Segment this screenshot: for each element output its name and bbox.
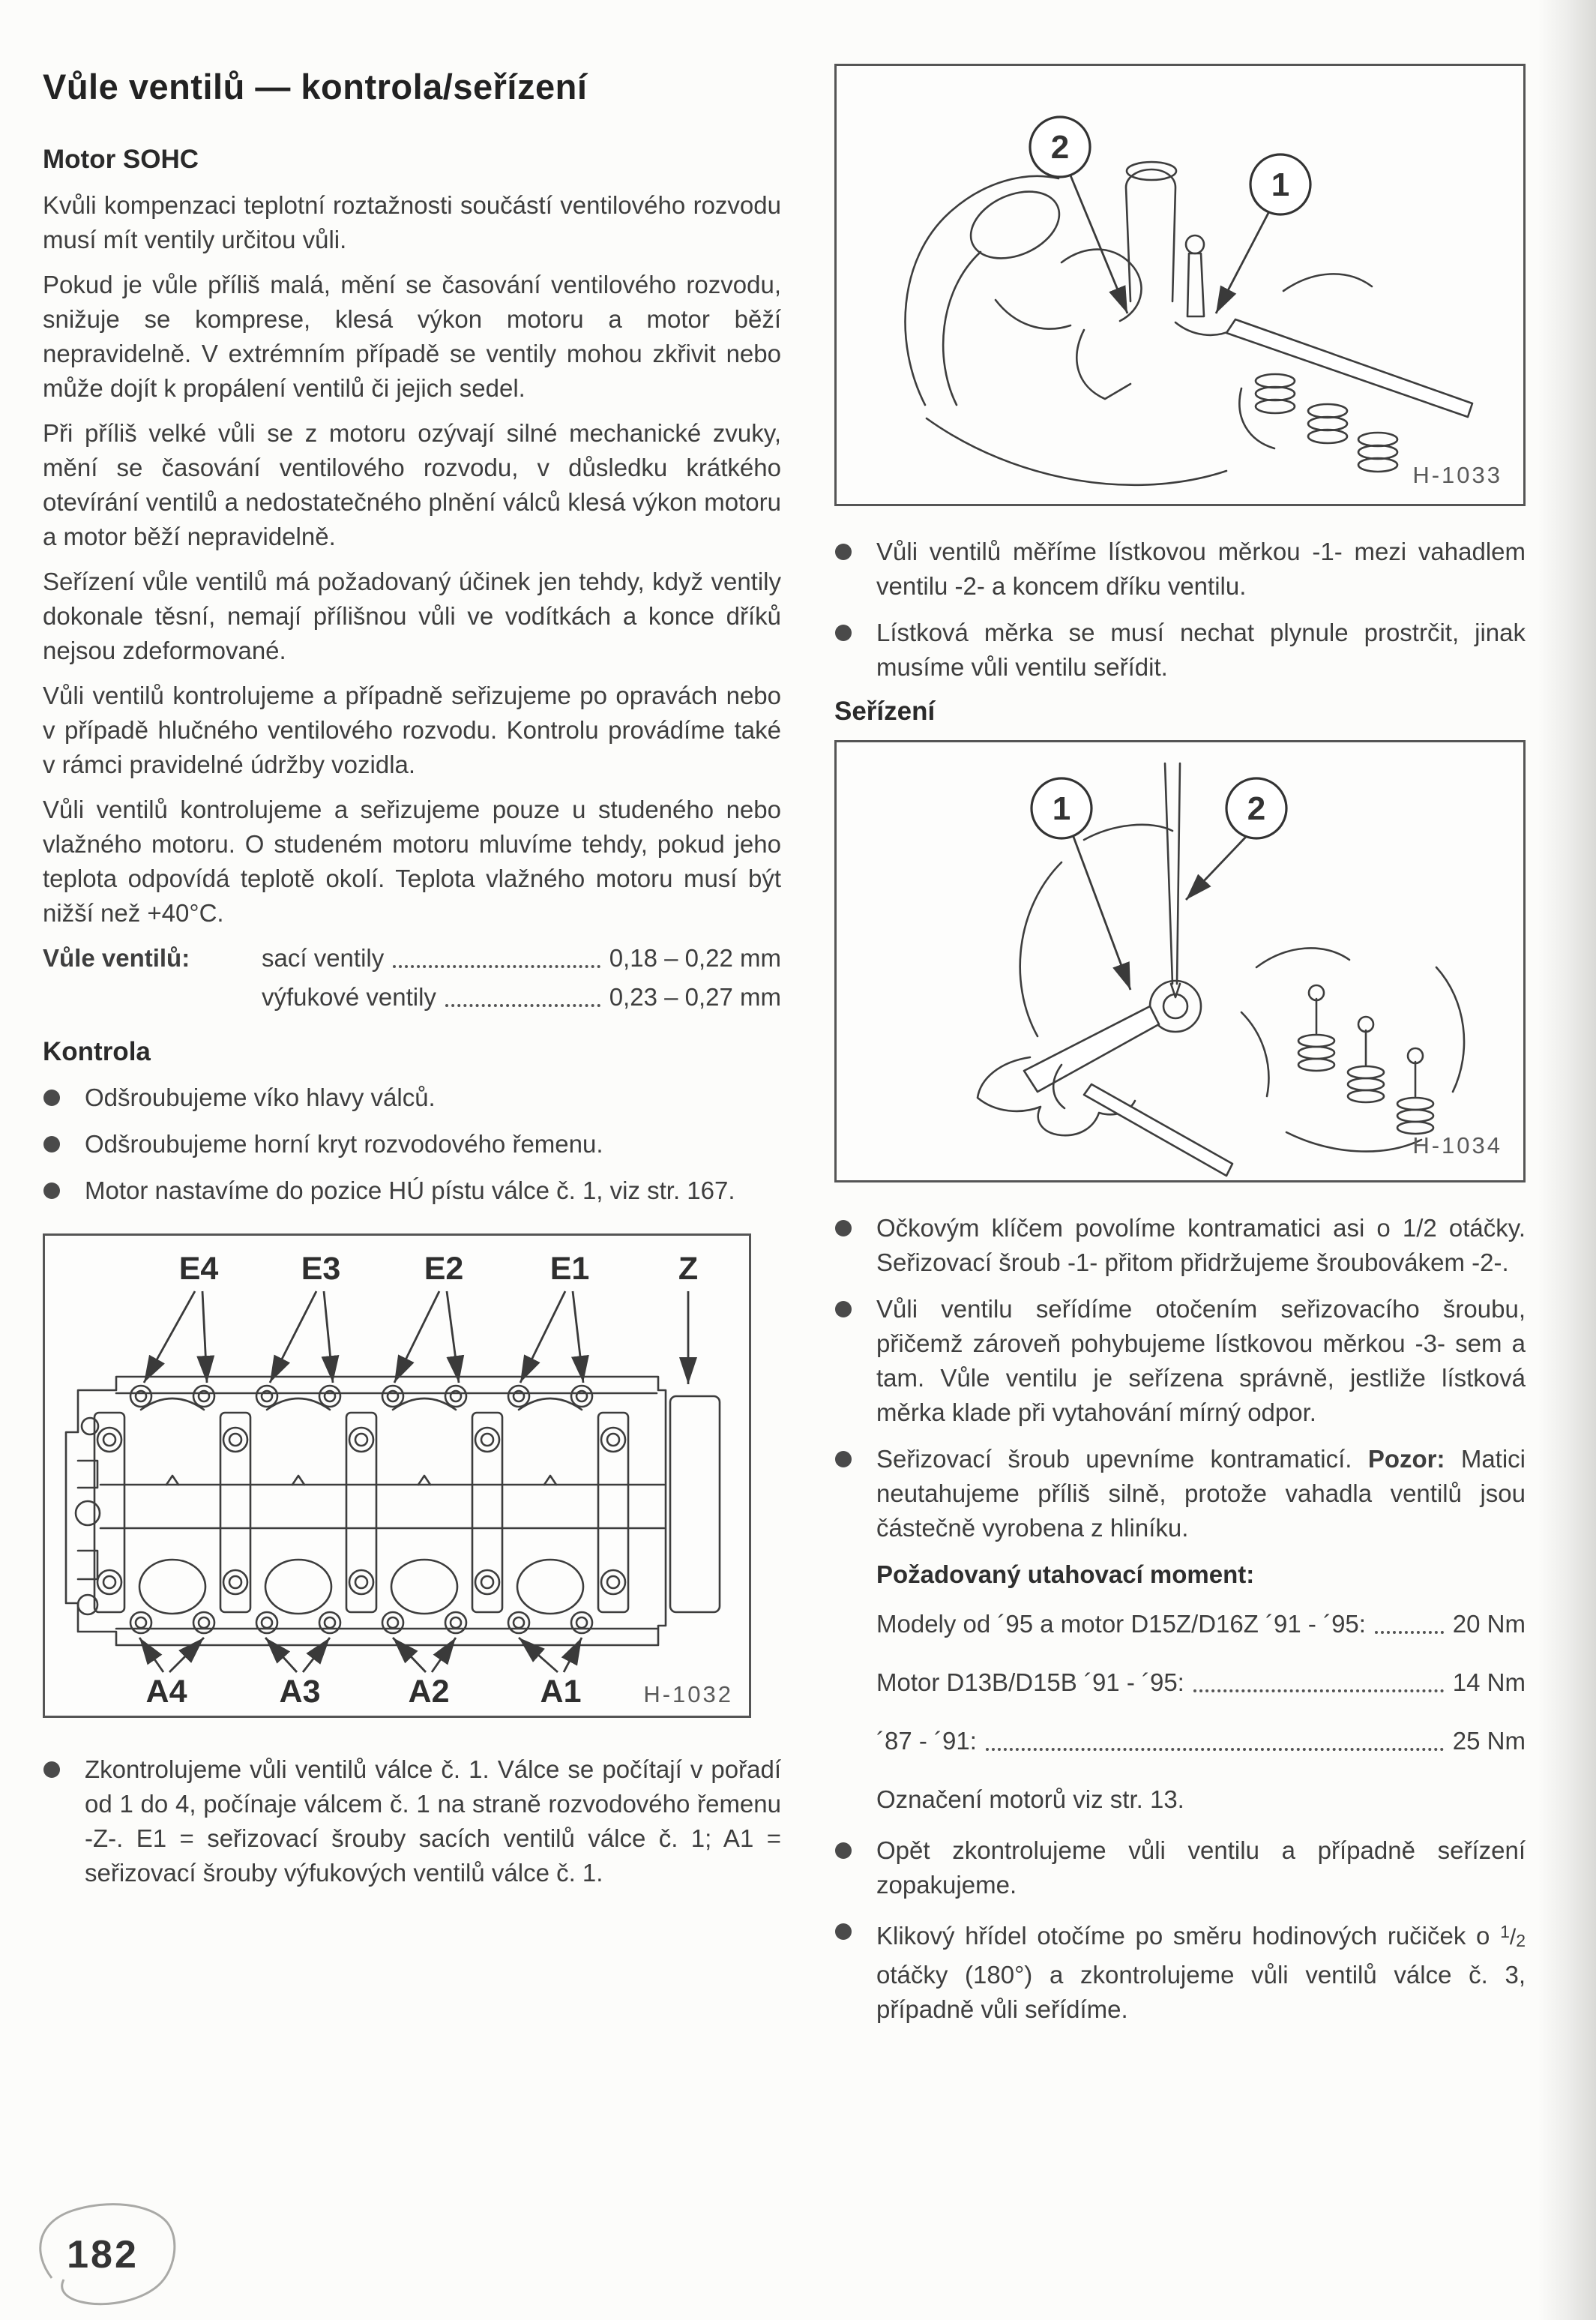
list-item-text: Lístková měrka se musí nechat plynule prostrčit, jinak musíme vůli ventilu seřídit. xyxy=(876,619,1526,681)
valve-clearance-spec xyxy=(43,941,781,1015)
list-item-caution xyxy=(834,1442,1526,1545)
label-e2: E2 xyxy=(424,1251,464,1287)
torque-row xyxy=(834,1665,1526,1700)
spec-value: 0,18 – 0,22 mm xyxy=(609,944,781,972)
list-item-text: Odšroubujeme víko hlavy válců. xyxy=(85,1084,436,1111)
list-item-text: Vůli ventilů měříme lístkovou měrkou -1- mezi vahadlem ventilu -2- a koncem dříku ventilu. xyxy=(876,538,1526,600)
adjustment-diagram xyxy=(837,742,1523,1180)
list-item-text: Vůli ventilu seřídíme otočením seřizovacího šroubu, přičemž zároveň pohybujeme lístkovou měrkou -3- sem a tam. Vůle ventilu je seřízena správně, jestliže lístková měrka klade při vytahování mírný odpor. xyxy=(876,1295,1526,1426)
svg-text:2: 2 xyxy=(1247,790,1266,827)
label-a1: A1 xyxy=(540,1674,582,1710)
callout-1 xyxy=(1032,778,1130,990)
torque-label: ´87 - ´91: xyxy=(876,1727,977,1755)
figure-caption: H-1033 xyxy=(1412,462,1502,488)
spec-name: sací ventily xyxy=(262,944,385,972)
page-number: 182 xyxy=(67,2233,139,2277)
callout-2 xyxy=(1186,778,1286,900)
torque-value: 14 Nm xyxy=(1452,1668,1526,1696)
spec-row xyxy=(43,980,781,1015)
fraction-slash: / xyxy=(1509,1925,1517,1950)
figure-h1032 xyxy=(43,1233,751,1718)
dot-leader xyxy=(1375,1631,1444,1634)
list-item xyxy=(834,616,1526,685)
torque-note: Označení motorů viz str. 13. xyxy=(876,1785,1184,1813)
paragraph: Při příliš velké vůli se z motoru ozývají silné mechanické zvuky, mění se časování ventilového rozvodu, v důsledku krátkého otevírání ventilů a nedostatečného plnění válců klesá výkon motoru a motor běží nepravidelně. xyxy=(43,419,781,550)
check-heading: Kontrola xyxy=(43,1037,151,1066)
label-z: Z xyxy=(678,1251,699,1287)
label-a2: A2 xyxy=(408,1674,450,1710)
list-item-text: Očkovým klíčem povolíme kontramatici asi o 1/2 otáčky. Seřizovací šroub -1- přitom přidržujeme šroubovákem -2-. xyxy=(876,1214,1526,1276)
label-a3: A3 xyxy=(279,1674,321,1710)
label-e3: E3 xyxy=(301,1251,341,1287)
torque-label: Motor D13B/D15B ´91 - ´95: xyxy=(876,1668,1184,1696)
crank-text: Klikový hřídel otočíme po směru hodinových ručiček o xyxy=(876,1922,1501,1950)
list-item-text: Motor nastavíme do pozice HÚ pístu válce č. 1, viz str. 167. xyxy=(85,1176,735,1204)
spec-row xyxy=(43,941,781,976)
paragraph: Vůli ventilů kontrolujeme a případně seřizujeme po opravách nebo v případě hlučného ventilového rozvodu. Kontrolu provádíme také v rámci pravidelné údržby vozidla. xyxy=(43,682,781,778)
cylinder-head-diagram xyxy=(45,1236,744,1716)
torque-value: 20 Nm xyxy=(1452,1610,1526,1638)
page-number-blob xyxy=(19,2190,195,2317)
engine-line-art xyxy=(906,162,1472,485)
torque-heading: Požadovaný utahovací moment: xyxy=(876,1560,1255,1588)
crank-text: otáčky (180°) a zkontrolujeme vůli ventilů válce č. 3, případně vůli seřídíme. xyxy=(876,1961,1526,2023)
torque-label: Modely od ´95 a motor D15Z/D16Z ´91 - ´95: xyxy=(876,1610,1366,1638)
callout-2 xyxy=(1030,117,1127,313)
list-item-crankshaft xyxy=(834,1914,1526,2027)
figure-caption: H-1034 xyxy=(1412,1132,1502,1159)
list-item xyxy=(834,535,1526,604)
dot-leader xyxy=(445,1004,600,1007)
list-item-text: Zkontrolujeme vůli ventilů válce č. 1. Válce se počítají v pořadí od 1 do 4, počínaje válcem č. 1 na straně rozvodového řemenu -Z-. E1 = seřizovací šrouby sacích ventilů válce č. 1; A1 = seřizovací šrouby výfukových ventilů válce č. 1. xyxy=(85,1755,781,1887)
list-item xyxy=(43,1173,781,1208)
svg-text:1: 1 xyxy=(1052,790,1071,827)
engine-heading: Motor SOHC xyxy=(43,145,199,174)
label-e4: E4 xyxy=(178,1251,219,1287)
fraction-denominator: 2 xyxy=(1516,1931,1526,1950)
cylinder-head-outline xyxy=(66,1377,720,1645)
spec-value: 0,23 – 0,27 mm xyxy=(609,983,781,1011)
list-item-text: Odšroubujeme horní kryt rozvodového řemenu. xyxy=(85,1130,603,1158)
right-column xyxy=(834,64,1526,2039)
caution-text: Matici neutahujeme příliš silně, protože vahadla ventilů jsou částečně vyrobena z hliníku. xyxy=(876,1445,1526,1542)
torque-value: 25 Nm xyxy=(1452,1727,1526,1755)
list-item xyxy=(43,1127,781,1161)
list-item xyxy=(43,1752,781,1890)
svg-text:2: 2 xyxy=(1050,129,1070,166)
dot-leader xyxy=(1193,1689,1444,1692)
paragraph: Kvůli kompenzaci teplotní roztažnosti součástí ventilového rozvodu musí mít ventily určitou vůli. xyxy=(43,191,781,253)
figure-h1033 xyxy=(834,64,1526,506)
page-title: Vůle ventilů — kontrola/seřízení xyxy=(43,67,588,106)
torque-row xyxy=(834,1724,1526,1758)
figure-caption: H-1032 xyxy=(643,1681,733,1707)
page-number-badge xyxy=(19,2190,195,2320)
paragraph: Seřízení vůle ventilů má požadovaný účinek jen tehdy, když ventily dokonale těsní, nemají přílišnou vůli ve vodítkách a konce dříků nejsou zdeformované. xyxy=(43,568,781,664)
caution-keyword: Pozor: xyxy=(1367,1445,1445,1473)
dot-leader xyxy=(986,1748,1444,1751)
figure-h1034 xyxy=(834,740,1526,1182)
list-item xyxy=(834,1292,1526,1430)
paragraph: Vůli ventilů kontrolujeme a seřizujeme pouze u studeného nebo vlažného motoru. O studeném motoru mluvíme tehdy, pokud jeho teplota odpovídá teplotě okolí. Teplota vlažného motoru musí být nižší než +40°C. xyxy=(43,796,781,927)
svg-text:1: 1 xyxy=(1271,166,1290,203)
callout-1 xyxy=(1216,154,1310,313)
torque-row xyxy=(834,1607,1526,1641)
left-column xyxy=(43,66,781,1902)
paragraph: Pokud je vůle příliš malá, mění se časování ventilového rozvodu, snižuje se komprese, klesá výkon motoru a motor běží nepravidelně. V extrémním případě se ventily mohou zkřivit nebo může dojít k propálení ventilů či jejich sedel. xyxy=(43,271,781,402)
list-item-text: Opět zkontrolujeme vůli ventilu a případně seřízení zopakujeme. xyxy=(876,1836,1526,1899)
list-item xyxy=(834,1211,1526,1280)
adjust-heading: Seřízení xyxy=(834,697,936,726)
spec-label: Vůle ventilů: xyxy=(43,944,190,972)
label-a4: A4 xyxy=(145,1674,187,1710)
exhaust-arrows xyxy=(139,1638,582,1672)
fraction-numerator: 1 xyxy=(1500,1922,1510,1941)
list-item xyxy=(834,1833,1526,1902)
dot-leader xyxy=(393,965,600,968)
caution-text: Seřizovací šroub upevníme kontramaticí. xyxy=(876,1445,1368,1473)
list-item xyxy=(43,1081,781,1115)
feeler-gauge-diagram xyxy=(837,66,1523,504)
spec-name: výfukové ventily xyxy=(262,983,436,1011)
intake-arrows xyxy=(144,1291,688,1384)
label-e1: E1 xyxy=(549,1251,590,1287)
